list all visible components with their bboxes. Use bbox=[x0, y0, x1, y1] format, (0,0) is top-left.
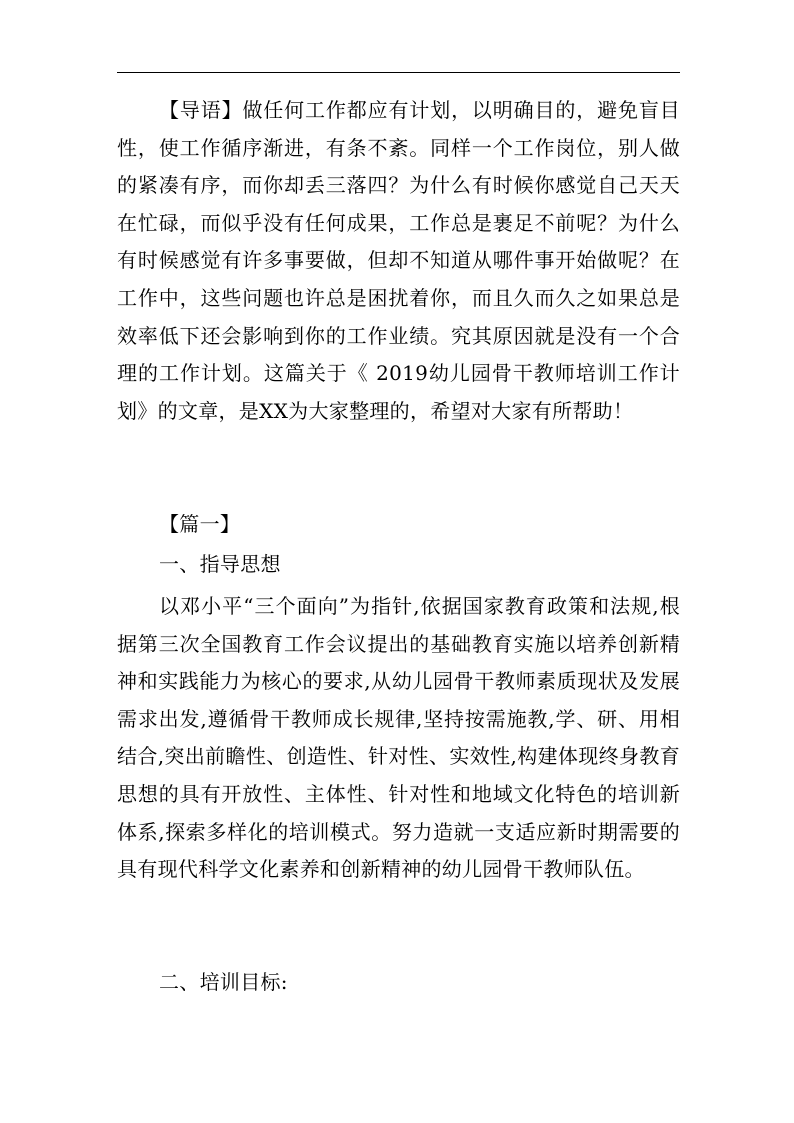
heading-training-goals: 二、培训目标: bbox=[159, 970, 288, 994]
heading-guiding-ideology: 一、指导思想 bbox=[159, 552, 281, 576]
section-label: 【篇一】 bbox=[159, 512, 241, 536]
document-body bbox=[117, 92, 680, 1002]
intro-paragraph: 【导语】做任何工作都应有计划，以明确目的，避免盲目性，使工作循序渐进，有条不紊。同样一个工作岗位，别人做的紧凑有序，而你却丢三落四？为什么有时候你感觉自己天天在忙碌，而似乎没有任何成果，工作总是裹足不前呢？为什么有时候感觉有许多事要做，但却不知道从哪件事开始做呢？在工作中，这些问题也许总是困扰着你，而且久而久之如果总是效率低下还会影响到你的工作业绩。究其原因就是没有一个合理的工作计划。这篇关于《 2019幼儿园骨干教师培训工作计划》的文章，是XX为大家整理的，希望对大家有所帮助！ bbox=[117, 98, 680, 423]
guiding-ideology-paragraph: 以邓小平“三个面向”为指针,依据国家教育政策和法规,根据第三次全国教育工作会议提出的基础教育实施以培养创新精神和实践能力为核心的要求,从幼儿园骨干教师素质现状及发展需求出发,遵循骨干教师成长规律,坚持按需施教,学、研、用相结合,突出前瞻性、创造性、针对性、实效性,构建体现终身教育思想的具有开放性、主体性、针对性和地域文化特色的培训新体系,探索多样化的培训模式。努力造就一支适应新时期需要的具有现代科学文化素养和创新精神的幼儿园骨干教师队伍。 bbox=[117, 594, 680, 882]
header-rule bbox=[117, 72, 680, 73]
